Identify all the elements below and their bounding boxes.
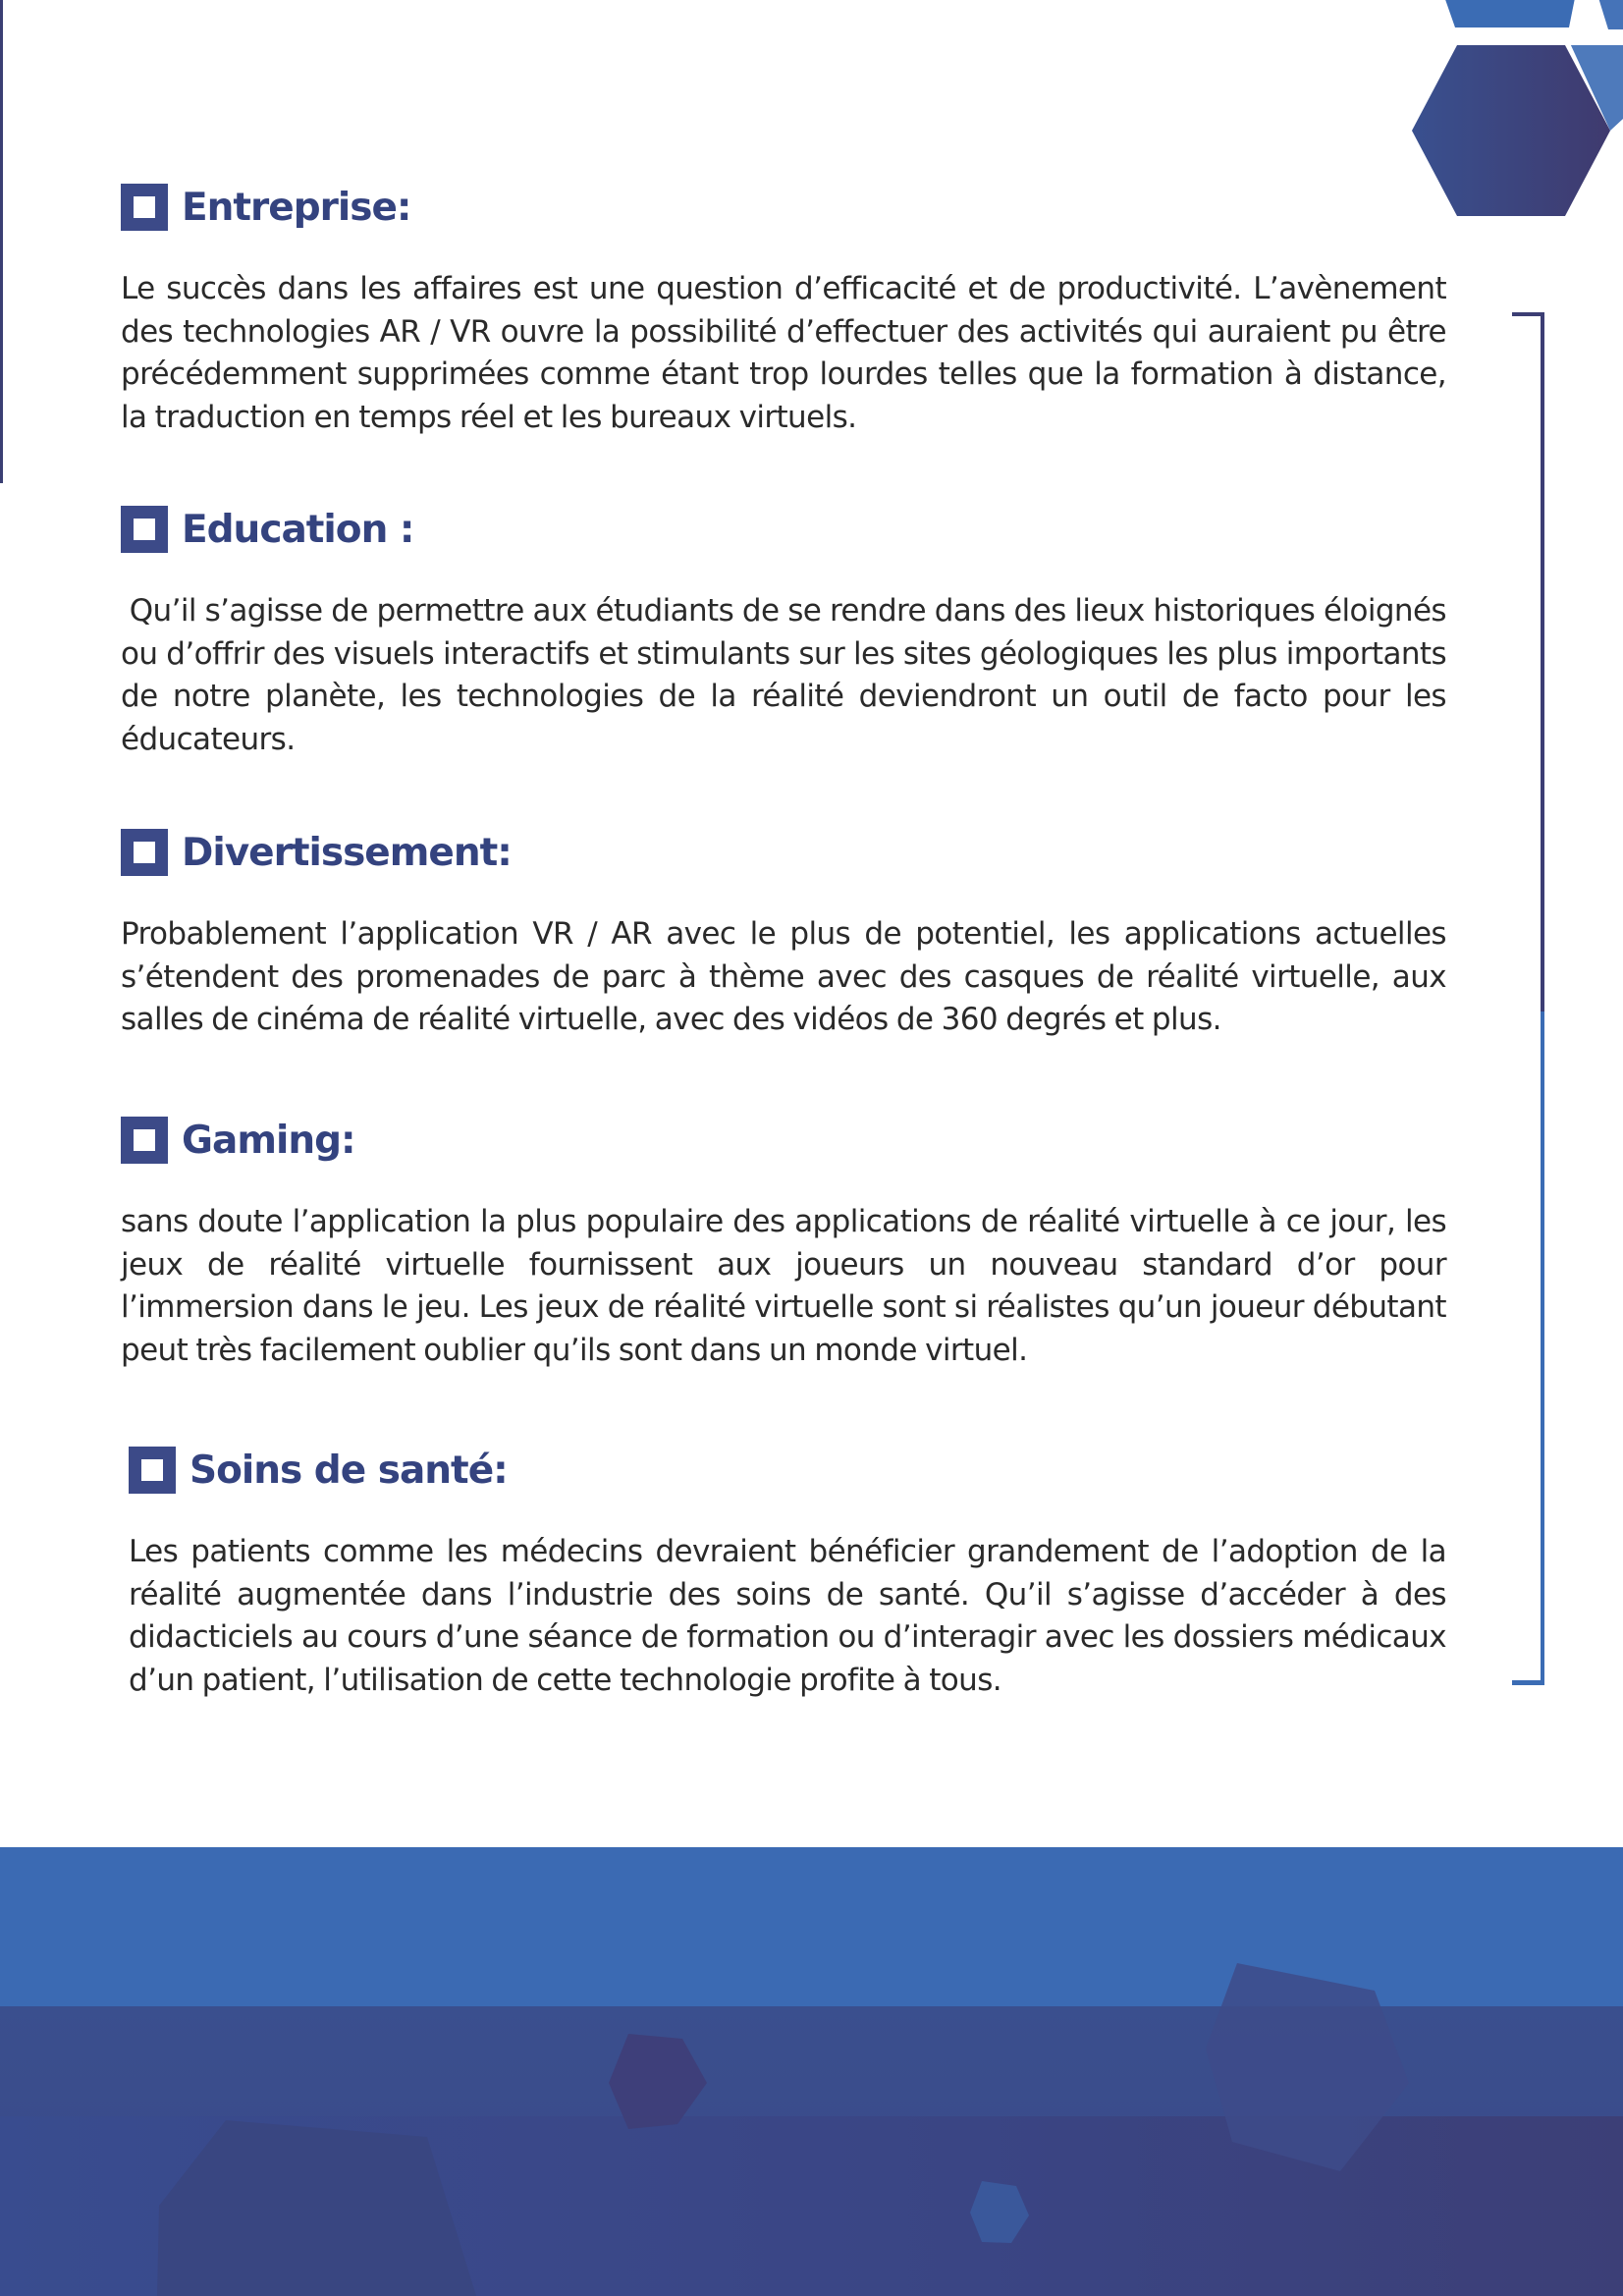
hexagon-shape (970, 2181, 1029, 2243)
footer-band (0, 1847, 1623, 2296)
section-title: Gaming: (182, 1118, 355, 1163)
section-heading (129, 1443, 1446, 1498)
square-bullet-icon (121, 829, 168, 876)
hexagon-shape (609, 2034, 707, 2129)
section-title: Education : (182, 507, 414, 552)
square-bullet-icon (121, 184, 168, 231)
bracket-bottom-tick (1512, 1680, 1544, 1685)
section-divertissement (121, 825, 1446, 1042)
section-text: Les patients comme les médecins devraient bénéficier grandement de l’adoption de la réalité augmentée dans l’industrie des soins de santé. Qu’il s’agisse d’accéder à des didacticiels au cours d’une séance de formation ou d’interagir avec les dossiers médicaux d’un patient, l’utilisation de cette technologie profite à tous. (129, 1534, 1446, 1698)
section-heading (121, 1113, 1446, 1168)
section-heading (121, 502, 1446, 557)
left-margin-rule (0, 0, 3, 483)
section-education (121, 502, 1446, 761)
square-bullet-icon (129, 1447, 176, 1494)
hexagon-shape (1206, 1963, 1409, 2171)
section-entreprise (121, 180, 1446, 439)
section-soins-de-sante (129, 1443, 1446, 1702)
bracket-line-lower (1541, 1011, 1544, 1685)
square-bullet-icon (121, 506, 168, 553)
section-heading (121, 825, 1446, 880)
section-text: Qu’il s’agisse de permettre aux étudiants de se rendre dans des lieux historiques éloignés ou d’offrir des visuels interactifs et stimulants sur les sites géologiques les plus importants de notre planète, les technologies de la réalité deviendront un outil de facto pour les éducateurs. (121, 593, 1446, 757)
section-title: Divertissement: (182, 830, 512, 875)
square-bullet-icon (121, 1117, 168, 1164)
section-gaming (121, 1113, 1446, 1372)
section-title: Entreprise: (182, 185, 411, 230)
section-title: Soins de santé: (189, 1448, 508, 1493)
hexagon-shape (157, 2120, 476, 2296)
section-heading (121, 180, 1446, 235)
bracket-line-upper (1541, 312, 1544, 1011)
section-text: Probablement l’application VR / AR avec le plus de potentiel, les applications actuelles s’étendent des promenades de parc à thème avec des casques de réalité virtuelle, aux salles de cinéma de réalité virtuelle, avec des vidéos de 360 degrés et plus. (121, 916, 1446, 1037)
section-text: Le succès dans les affaires est une question d’efficacité et de productivité. L’avènement des technologies AR / VR ouvre la possibilité d’effectuer des activités qui auraient pu être précédemment supprimées comme étant trop lourdes telles que la formation à distance, la traduction en temps réel et les bureaux virtuels. (121, 271, 1446, 435)
section-text: sans doute l’application la plus populaire des applications de réalité virtuelle à ce jour, les jeux de réalité virtuelle fournissent aux joueurs un nouveau standard d’or pour l’immersion dans le jeu. Les jeux de réalité virtuelle sont si réalistes qu’un joueur débutant peut très facilement oublier qu’ils sont dans un monde virtuel. (121, 1204, 1446, 1368)
hexagon-decoration-top (1434, 0, 1623, 29)
footer-hexagon-decorations (0, 1847, 1623, 2296)
